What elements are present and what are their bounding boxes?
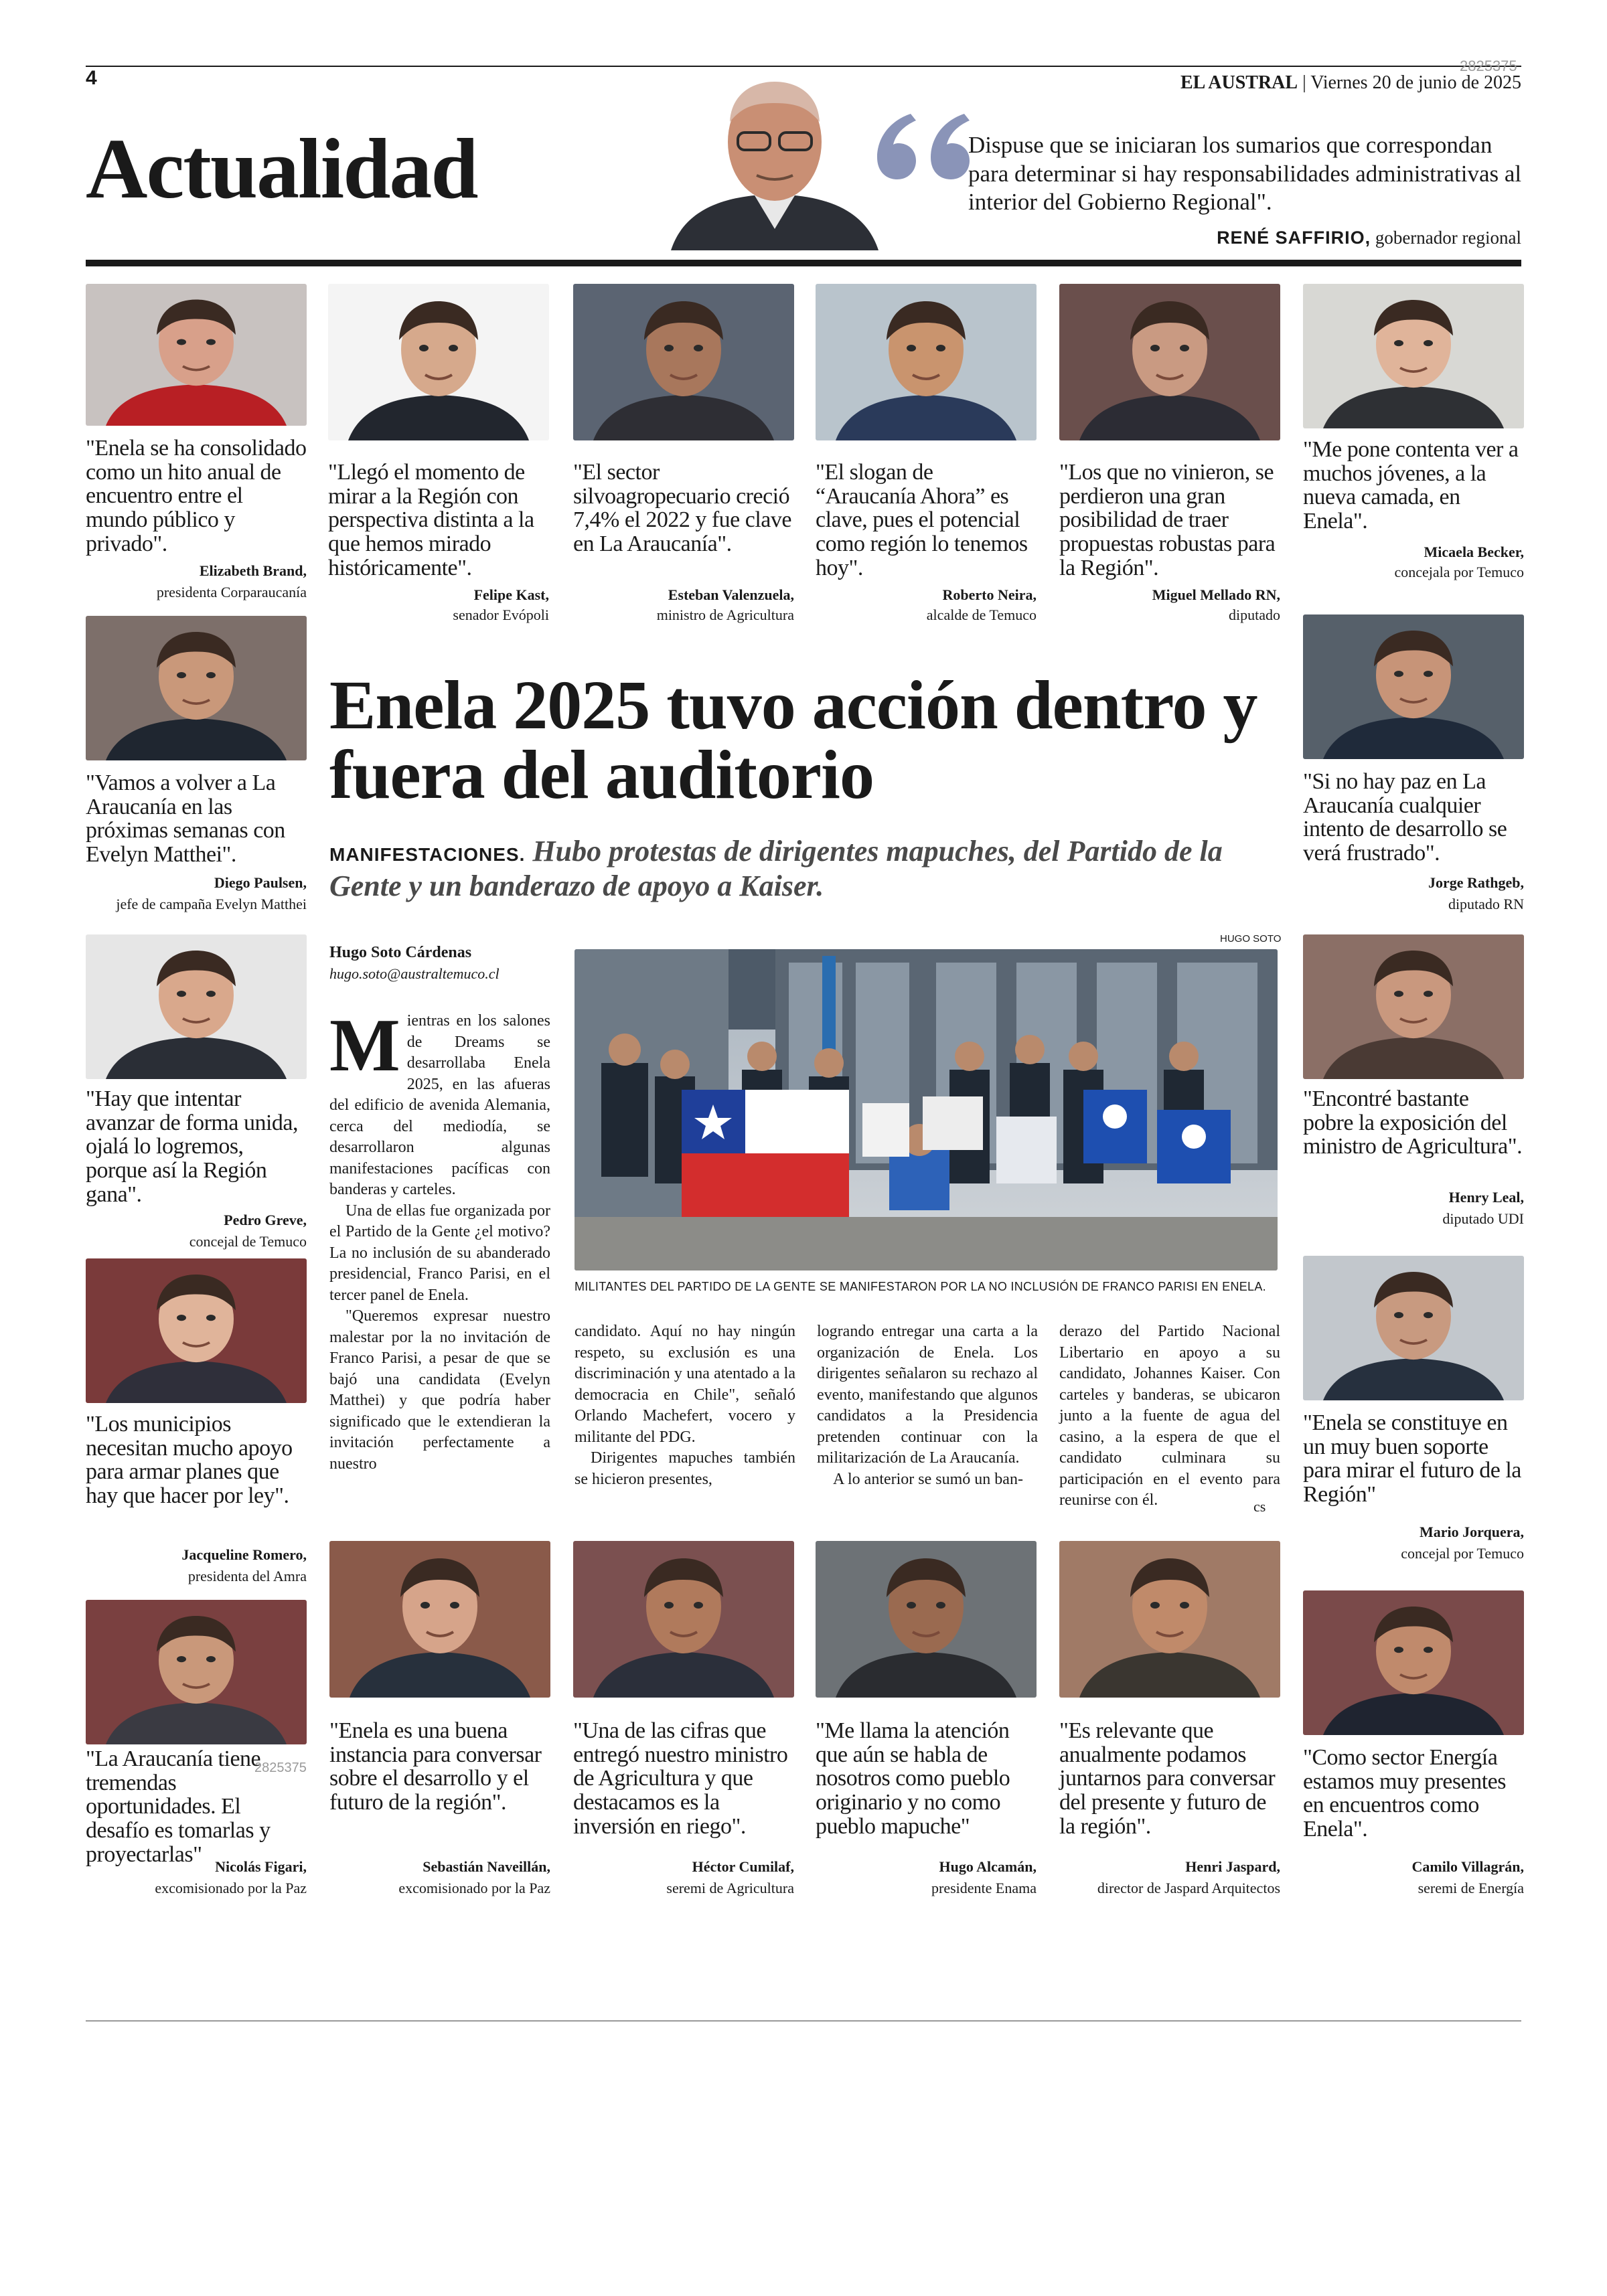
- byline-email: hugo.soto@australtemuco.cl: [329, 965, 500, 982]
- miguel-mellado-name: Miguel Mellado RN,: [1152, 586, 1280, 603]
- column-3-paragraph-1: logrando entregar una carta a la organización de Enela. Los dirigentes señalaron su rechazo al evento, manifestando que algunos candidatos a la Presidencia pretenden continuar con la militarización de La Araucanía.: [817, 1323, 1038, 1467]
- pedro-greve-name: Pedro Greve,: [224, 1212, 307, 1228]
- elizabeth-brand-photo: [86, 284, 307, 426]
- jacqueline-romero-quote: "Los municipios necesitan mucho apoyo para armar planes que hay que hacer por ley".: [86, 1412, 293, 1509]
- mario-jorquera-quote: "Enela se constituye en un muy buen soporte para mirar el futuro de la Región": [1303, 1410, 1521, 1507]
- henri-jaspard-quote: "Es relevante que anualmente podamos juntarnos para conversar del presente y futuro de la región".: [1059, 1718, 1276, 1839]
- jorge-rathgeb-name: Jorge Rathgeb,: [1428, 874, 1524, 891]
- roberto-neira-quote: "El slogan de “Araucanía Ahora” es clave, pues el potencial como región lo tenemos hoy".: [816, 460, 1028, 580]
- diego-paulsen-photo: [86, 616, 307, 760]
- dropcap: M: [329, 1004, 400, 1087]
- hector-cumilaf-photo: [573, 1541, 794, 1698]
- jorge-rathgeb-role: diputado RN: [1448, 896, 1524, 912]
- jacqueline-romero-photo: [86, 1258, 307, 1403]
- hugo-alcaman-quote: "Me llama la atención que aún se habla de nosotros como pueblo originario y no como pueblo mapuche": [816, 1718, 1010, 1839]
- sebastian-naveillan-role: excomisionado por la Paz: [398, 1880, 550, 1896]
- article-column-3: [817, 1321, 1038, 1490]
- henri-jaspard-role: director de Jaspard Arquitectos: [1097, 1880, 1280, 1896]
- roberto-neira-photo: [816, 284, 1037, 440]
- elizabeth-brand-role: presidenta Corparaucanía: [156, 584, 307, 600]
- henri-jaspard-name: Henri Jaspard,: [1185, 1858, 1280, 1875]
- elizabeth-brand-name: Elizabeth Brand,: [199, 562, 307, 579]
- header-thick-rule: [86, 260, 1521, 266]
- article-deck: [329, 834, 1280, 904]
- hugo-alcaman-name: Hugo Alcamán,: [939, 1858, 1037, 1875]
- hector-cumilaf-quote: "Una de las cifras que entregó nuestro ministro de Agricultura y que destacamos es la inversión en riego".: [573, 1718, 788, 1839]
- henry-leal-quote: "Encontré bastante pobre la exposición del ministro de Agricultura".: [1303, 1086, 1523, 1159]
- governor-role: gobernador regional: [1375, 228, 1521, 248]
- miguel-mellado-quote: "Los que no vinieron, se perdieron una gran posibilidad de traer propuestas robustas para la Región".: [1059, 460, 1276, 580]
- article-column-2: [575, 1321, 795, 1490]
- governor-quote: Dispuse que se iniciaran los sumarios que correspondan para determinar si hay responsabilidades administrativas al interior del Gobierno Regional".: [968, 132, 1522, 216]
- nicolas-figari-name: Nicolás Figari,: [215, 1858, 307, 1875]
- micaela-becker-quote: "Me pone contenta ver a muchos jóvenes, a la nueva camada, en Enela".: [1303, 437, 1519, 534]
- diego-paulsen-role: jefe de campaña Evelyn Matthei: [116, 896, 307, 912]
- mario-jorquera-role: concejal por Temuco: [1401, 1545, 1524, 1562]
- henry-leal-role: diputado UDI: [1442, 1210, 1524, 1227]
- sebastian-naveillan-quote: "Enela es una buena instancia para conversar sobre el desarrollo y el futuro de la región".: [329, 1718, 542, 1815]
- publication-name: EL AUSTRAL: [1180, 72, 1298, 93]
- nicolas-figari-photo: [86, 1600, 307, 1744]
- article-column-4: [1059, 1321, 1280, 1511]
- miguel-mellado-role: diputado: [1229, 606, 1280, 623]
- esteban-valenzuela-role: ministro de Agricultura: [656, 606, 794, 623]
- governor-portrait: [664, 68, 885, 250]
- hugo-alcaman-photo: [816, 1541, 1037, 1698]
- issue-date: Viernes 20 de junio de 2025: [1310, 72, 1521, 93]
- felipe-kast-name: Felipe Kast,: [473, 586, 549, 603]
- micaela-becker-name: Micaela Becker,: [1424, 544, 1524, 560]
- article-headline: Enela 2025 tuvo acción dentro y fuera del auditorio: [329, 667, 1257, 813]
- jacqueline-romero-name: Jacqueline Romero,: [181, 1546, 307, 1563]
- esteban-valenzuela-name: Esteban Valenzuela,: [668, 586, 794, 603]
- photo-caption: MILITANTES DEL PARTIDO DE LA GENTE SE MANIFESTARON POR LA NO INCLUSIÓN DE FRANCO PARISI EN ENELA.: [575, 1280, 1266, 1293]
- diego-paulsen-name: Diego Paulsen,: [214, 874, 307, 891]
- page-number: 4: [86, 67, 97, 89]
- camilo-villagran-role: seremi de Energía: [1418, 1880, 1524, 1896]
- deck-label: MANIFESTACIONES.: [329, 844, 526, 865]
- end-mark: cs: [1253, 1498, 1266, 1515]
- henry-leal-name: Henry Leal,: [1448, 1189, 1524, 1206]
- micaela-becker-photo: [1303, 284, 1524, 428]
- jacqueline-romero-role: presidenta del Amra: [187, 1568, 307, 1584]
- miguel-mellado-photo: [1059, 284, 1280, 440]
- article-column-1: [329, 1004, 550, 1475]
- hector-cumilaf-role: seremi de Agricultura: [666, 1880, 794, 1896]
- esteban-valenzuela-quote: "El sector silvoagropecuario creció 7,4% el 2022 y fue clave en La Araucanía".: [573, 460, 791, 557]
- governor-quote-attribution: [1217, 228, 1521, 248]
- camilo-villagran-photo: [1303, 1590, 1524, 1735]
- quote-mark-icon: [864, 100, 971, 187]
- watermark-id: 2825375: [1460, 58, 1517, 74]
- felipe-kast-role: senador Evópoli: [453, 606, 549, 623]
- column-2-paragraph-2: Dirigentes mapuches también se hicieron presentes,: [575, 1449, 795, 1488]
- deck-text: Hubo protestas de dirigentes mapuches, del Partido de la Gente y un banderazo de apoyo a Kaiser.: [329, 835, 1223, 902]
- sebastian-naveillan-name: Sebastián Naveillán,: [423, 1858, 550, 1875]
- sebastian-naveillan-photo: [329, 1541, 550, 1698]
- camilo-villagran-name: Camilo Villagrán,: [1411, 1858, 1524, 1875]
- column-3-paragraph-2: A lo anterior se sumó un ban-: [833, 1470, 1023, 1488]
- roberto-neira-role: alcalde de Temuco: [926, 606, 1037, 623]
- pedro-greve-photo: [86, 934, 307, 1079]
- bottom-rule: [86, 2020, 1521, 2022]
- hector-cumilaf-name: Héctor Cumilaf,: [692, 1858, 794, 1875]
- pedro-greve-role: concejal de Temuco: [189, 1233, 307, 1250]
- masthead-separator: |: [1302, 72, 1311, 93]
- jorge-rathgeb-quote: "Si no hay paz en La Araucanía cualquier intento de desarrollo se verá frustrado".: [1303, 769, 1507, 866]
- photo-credit: HUGO SOTO: [1220, 933, 1282, 945]
- felipe-kast-quote: "Llegó el momento de mirar a la Región con perspectiva distinta a la que hemos mirado históricamente".: [328, 460, 534, 580]
- nicolas-figari-role: excomisionado por la Paz: [155, 1880, 307, 1896]
- pedro-greve-quote: "Hay que intentar avanzar de forma unida, ojalá lo logremos, porque así la Región gana".: [86, 1086, 298, 1207]
- section-title: Actualidad: [86, 121, 477, 216]
- nicolas-figari-quote: "La Araucanía tiene tremendas oportunidades. El desafío es tomarlas y proyectarlas": [86, 1746, 271, 1867]
- micaela-becker-role: concejala por Temuco: [1394, 564, 1524, 580]
- felipe-kast-photo: [328, 284, 549, 440]
- column-1-paragraph-2: Una de ellas fue organizada por el Partido de la Gente ¿el motivo? La no inclusión de su abanderado presidencial, Franco Parisi, en el tercer panel de Enela.: [329, 1202, 550, 1304]
- mario-jorquera-name: Mario Jorquera,: [1419, 1524, 1524, 1540]
- byline-author: Hugo Soto Cárdenas: [329, 944, 472, 961]
- column-4-paragraph-1: derazo del Partido Nacional Libertario en apoyo a su candidato, Johannes Kaiser. Con carteles y banderas, se ubicaron junto a la fuente de agua del casino, a la espera de que el candidato culminara su participación en el evento para reunirse con él.: [1059, 1323, 1280, 1509]
- column-2-paragraph-1: candidato. Aquí no hay ningún respeto, su exclusión es una discriminación y una atentado a la democracia en Chile", señaló Orlando Machefert, vocero y militante del PDG.: [575, 1323, 795, 1446]
- top-rule: [86, 66, 1521, 67]
- diego-paulsen-quote: "Vamos a volver a La Araucanía en las próximas semanas con Evelyn Matthei".: [86, 770, 285, 868]
- watermark-id-2: 2825375: [254, 1760, 307, 1775]
- column-1-paragraph-3: "Queremos expresar nuestro malestar por la no invitación de Franco Parisi, a pesar de que se bajó una candidata (Evelyn Matthei) y que podría haber significado que le extendieran la invitación perfectamente a nuestro: [329, 1307, 550, 1473]
- column-1-paragraph-1: ientras en los salones de Dreams se desarrollaba Enela 2025, en las afueras del edificio de avenida Alemania, cerca del mediodía, se desarrollaron algunas manifestaciones pacíficas con banderas y carteles.: [329, 1012, 550, 1198]
- henri-jaspard-photo: [1059, 1541, 1280, 1698]
- camilo-villagran-quote: "Como sector Energía estamos muy presentes en encuentros como Enela".: [1303, 1745, 1506, 1842]
- henry-leal-photo: [1303, 934, 1524, 1079]
- roberto-neira-name: Roberto Neira,: [942, 586, 1037, 603]
- esteban-valenzuela-photo: [573, 284, 794, 440]
- governor-name: RENÉ SAFFIRIO,: [1217, 228, 1371, 248]
- mario-jorquera-photo: [1303, 1256, 1524, 1400]
- hugo-alcaman-role: presidente Enama: [931, 1880, 1037, 1896]
- masthead: [1180, 72, 1521, 94]
- jorge-rathgeb-photo: [1303, 614, 1524, 759]
- protest-photo: [575, 949, 1278, 1270]
- elizabeth-brand-quote: "Enela se ha consolidado como un hito anual de encuentro entre el mundo público y privado".: [86, 436, 307, 556]
